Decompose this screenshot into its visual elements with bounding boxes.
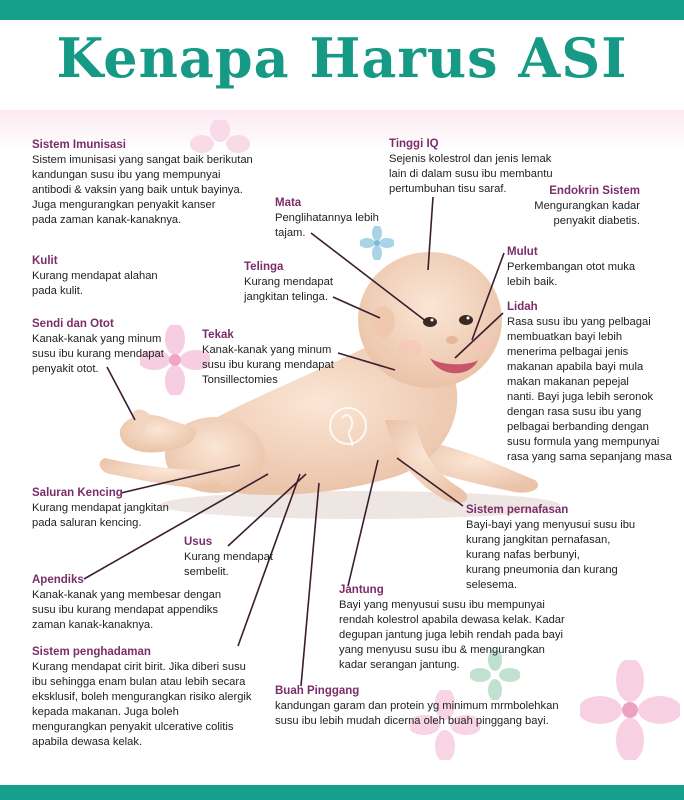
- section-heading: Sendi dan Otot: [32, 318, 114, 330]
- section-text: Kurang mendapat cirit birit. Jika diberi susu ibu sehingga enam bulan atau lebih secara eksklusif, boleh mengurangkan risiko alergik kepada makanan. Juga boleh mengurangkan penyakit ulcerative colitis apabila dewasa kelak.: [32, 661, 252, 748]
- section-saluran-kencing: [32, 486, 169, 531]
- section-heading: Telinga: [244, 261, 284, 273]
- section-sendi-dan-otot: [32, 317, 164, 377]
- section-heading: Tinggi IQ: [389, 138, 439, 150]
- section-heading: Jantung: [339, 584, 384, 596]
- section-heading: Kulit: [32, 255, 58, 267]
- section-text: Sistem imunisasi yang sangat baik berikutan kandungan susu ibu yang mempunyai antibodi & vaksin yang baik untuk bayinya. Juga mengurangkan penyakit kanser pada zaman kanak-kanaknya.: [32, 154, 253, 226]
- section-heading: Usus: [184, 536, 213, 548]
- section-text: Kanak-kanak yang membesar dengan susu ibu kurang mendapat appendiks zaman kanak-kanaknya.: [32, 589, 222, 631]
- section-mata: [275, 196, 379, 241]
- section-text: Rasa susu ibu yang pelbagai membuatkan bayi lebih menerima pelbagai jenis makanan apabila bayi mula makan makanan pepejal nanti. Bayi juga lebih seronok dengan rasa susu ibu yang pelbagai berbanding dengan susu formula yang mempunyai rasa yang sama sepanjang masa: [507, 316, 672, 463]
- section-tinggi-iq: [389, 137, 553, 197]
- section-heading: Mata: [275, 197, 302, 209]
- section-heading: Mulut: [507, 246, 538, 258]
- section-lidah: [507, 300, 672, 465]
- section-text: Kurang mendapat jangkitan telinga.: [244, 276, 333, 303]
- section-heading: Lidah: [507, 301, 538, 313]
- section-endokrin-sistem: [534, 184, 640, 229]
- section-heading: Saluran Kencing: [32, 487, 123, 499]
- section-text: Kurang mendapat jangkitan pada saluran kencing.: [32, 502, 169, 529]
- section-text: kandungan garam dan protein yg minimum mrmbolehkan susu ibu lebih mudah dicerna oleh buah pinggang bayi.: [275, 700, 559, 727]
- section-sistem-imunisasi: [32, 138, 253, 228]
- section-heading: Sistem penghadaman: [32, 646, 151, 658]
- section-text: Kurang mendapat alahan pada kulit.: [32, 270, 158, 297]
- section-text: Bayi yang menyusui susu ibu mempunyai rendah kolestrol apabila dewasa kelak. Kadar degupan jantung juga lebih rendah pada bayi yang menyusu susu ibu & mengurangkan kadar serangan jantung.: [339, 599, 565, 671]
- section-text: Mengurangkan kadar penyakit diabetis.: [534, 200, 640, 227]
- section-heading: Apendiks: [32, 574, 84, 586]
- section-apendiks: [32, 573, 221, 633]
- section-text: Kanak-kanak yang minum susu ibu kurang mendapat Tonsillectomies: [202, 344, 334, 386]
- section-heading: Tekak: [202, 329, 234, 341]
- section-tekak: [202, 328, 334, 388]
- section-buah-pinggang: [275, 684, 559, 729]
- page-title: Kenapa Harus ASI: [56, 26, 628, 90]
- section-kulit: [32, 254, 158, 299]
- section-heading: Sistem Imunisasi: [32, 139, 126, 151]
- section-heading: Sistem pernafasan: [466, 504, 569, 516]
- section-text: Penglihatannya lebih tajam.: [275, 212, 379, 239]
- section-heading: Endokrin Sistem: [549, 185, 640, 197]
- section-mulut: [507, 245, 635, 290]
- section-text: Kanak-kanak yang minum susu ibu kurang mendapat penyakit otot.: [32, 333, 164, 375]
- section-text: Kurang mendapat sembelit.: [184, 551, 273, 578]
- section-telinga: [244, 260, 333, 305]
- section-sistem-penghadaman: [32, 645, 252, 750]
- section-text: Sejenis kolestrol dan jenis lemak lain di dalam susu ibu membantu pertumbuhan tisu saraf.: [389, 153, 553, 195]
- section-jantung: [339, 583, 565, 673]
- section-text: Bayi-bayi yang menyusui susu ibu kurang jangkitan pernafasan, kurang nafas berbunyi, kurang pneumonia dan kurang selesema.: [466, 519, 636, 591]
- section-sistem-pernafasan: [466, 503, 635, 593]
- bottom-teal-bar: [0, 785, 684, 800]
- section-heading: Buah Pinggang: [275, 685, 360, 697]
- section-text: Perkembangan otot muka lebih baik.: [507, 261, 636, 288]
